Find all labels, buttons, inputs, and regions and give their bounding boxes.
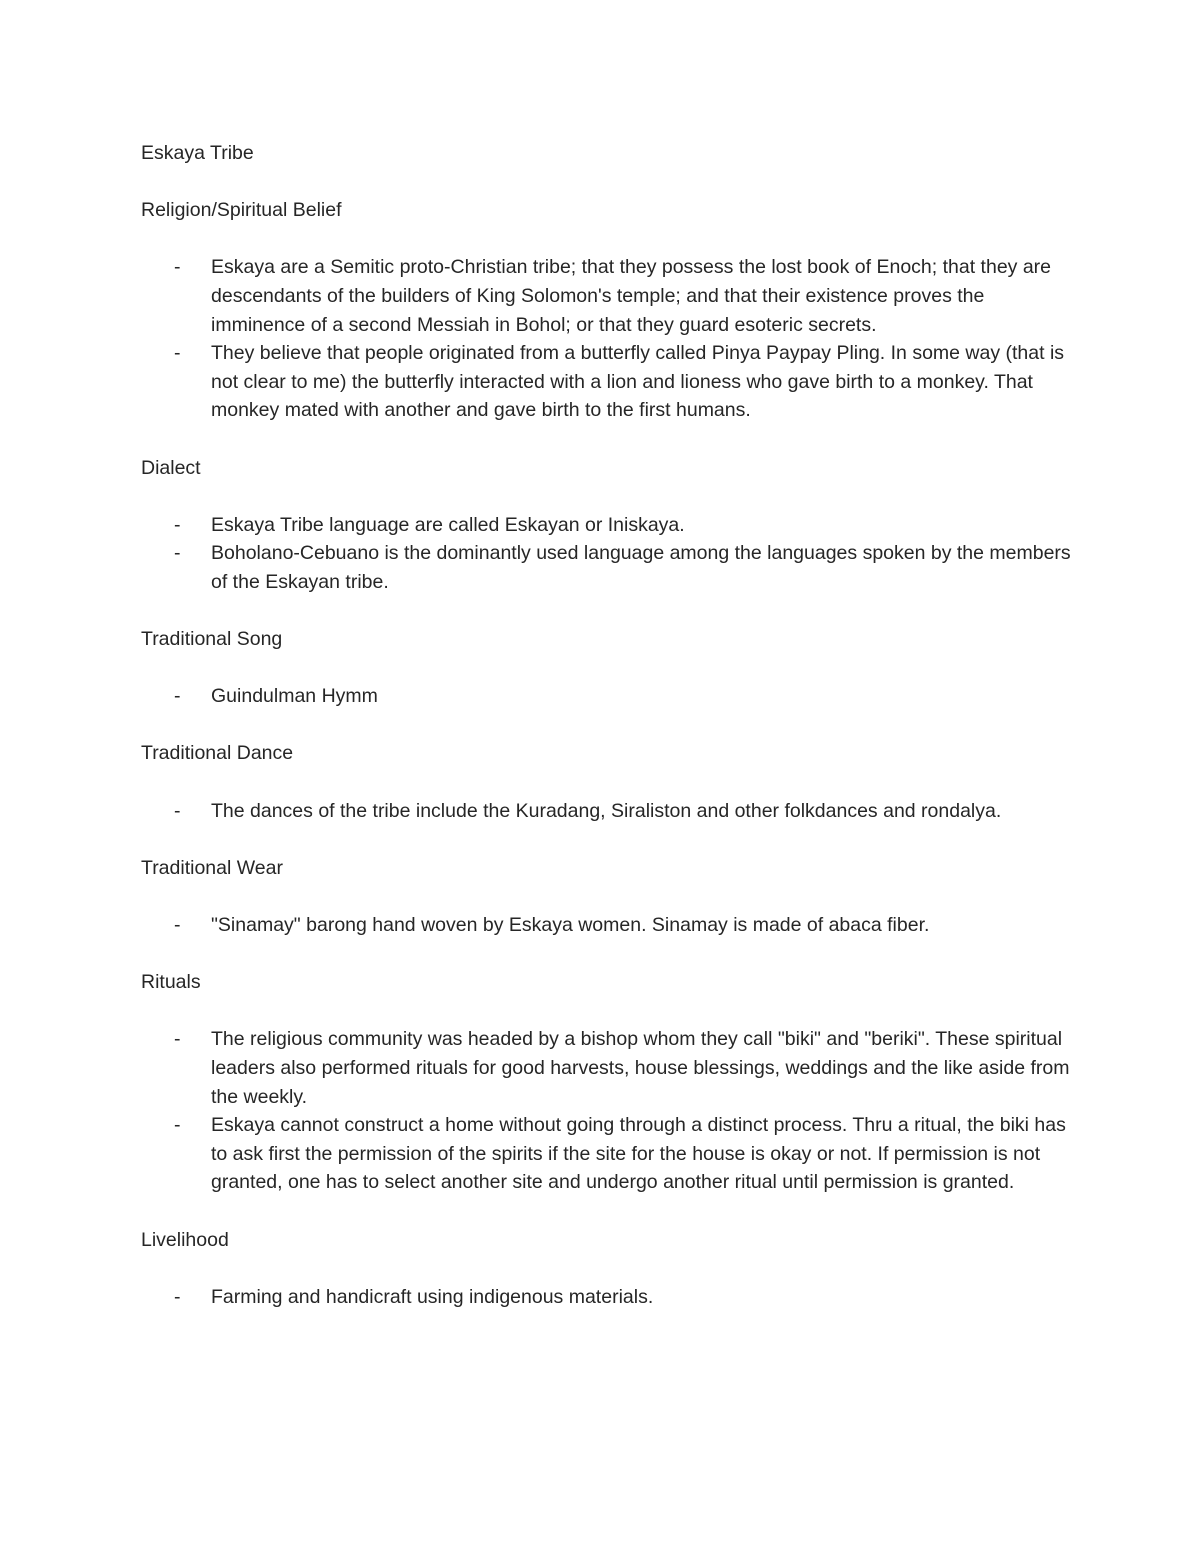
list-item [141,682,1071,711]
bullet-dash: - [174,513,181,536]
section-heading: Dialect [141,456,201,479]
list-item [141,1283,1071,1312]
bullet-list [141,1025,1071,1197]
list-item [141,253,1071,339]
bullet-dash: - [174,342,181,365]
bullet-dash: - [174,1285,181,1308]
bullet-list [141,1283,1071,1312]
list-item [141,797,1071,826]
list-item-text: The dances of the tribe include the Kuradang, Siraliston and other folkdances and rondalya. [211,799,1002,822]
list-item-text: Eskaya cannot construct a home without going through a distinct process. Thru a ritual, the biki has to ask first the permission of the spirits if the site for the house is okay or not. If permission is not granted, one has to select another site and undergo another ritual until permission is granted. [211,1114,1066,1194]
section-traditional-dance [141,739,1071,825]
bullet-dash: - [174,542,181,565]
bullet-list [141,797,1071,826]
bullet-list [141,682,1071,711]
list-item [141,1111,1071,1197]
section-rituals [141,968,1071,1197]
bullet-dash: - [174,1114,181,1137]
list-item [141,339,1071,425]
bullet-dash: - [174,256,181,279]
list-item-text: Eskaya Tribe language are called Eskayan or Iniskaya. [211,513,685,536]
section-heading: Rituals [141,971,201,994]
bullet-list [141,911,1071,940]
bullet-dash: - [174,1028,181,1051]
section-traditional-wear [141,854,1071,940]
section-traditional-song [141,625,1071,711]
section-livelihood [141,1226,1071,1312]
document-page [141,139,1071,1340]
section-religion [141,196,1071,425]
section-heading: Religion/Spiritual Belief [141,199,342,222]
list-item-text: Eskaya are a Semitic proto-Christian tribe; that they possess the lost book of Enoch; that they are descendants of the builders of King Solomon's temple; and that their existence proves the imminence of a second Messiah in Bohol; or that they guard esoteric secrets. [211,256,1052,336]
list-item [141,511,1071,540]
section-heading: Traditional Song [141,628,283,651]
section-heading: Traditional Wear [141,856,283,879]
document-title: Eskaya Tribe [141,142,254,164]
bullet-list [141,511,1071,597]
section-heading: Traditional Dance [141,742,294,765]
bullet-list [141,253,1071,425]
list-item [141,911,1071,940]
list-item-text: They believe that people originated from a butterfly called Pinya Paypay Pling. In some way (that is not clear to me) the butterfly interacted with a lion and lioness who gave birth to a monkey. That monkey mated with another and gave birth to the first humans. [211,342,1065,422]
list-item [141,539,1071,596]
list-item-text: Farming and handicraft using indigenous materials. [211,1285,654,1308]
list-item-text: Guindulman Hymm [211,685,378,708]
bullet-dash: - [174,685,181,708]
list-item-text: The religious community was headed by a bishop whom they call "biki" and "beriki". These spiritual leaders also performed rituals for good harvests, house blessings, weddings and the like aside from the weekly. [211,1028,1070,1108]
list-item-text: Boholano-Cebuano is the dominantly used language among the languages spoken by the members of the Eskayan tribe. [211,542,1071,593]
bullet-dash: - [174,799,181,822]
bullet-dash: - [174,914,181,937]
section-dialect [141,454,1071,597]
list-item [141,1025,1071,1111]
list-item-text: "Sinamay" barong hand woven by Eskaya women. Sinamay is made of abaca fiber. [211,914,930,937]
section-heading: Livelihood [141,1228,229,1251]
